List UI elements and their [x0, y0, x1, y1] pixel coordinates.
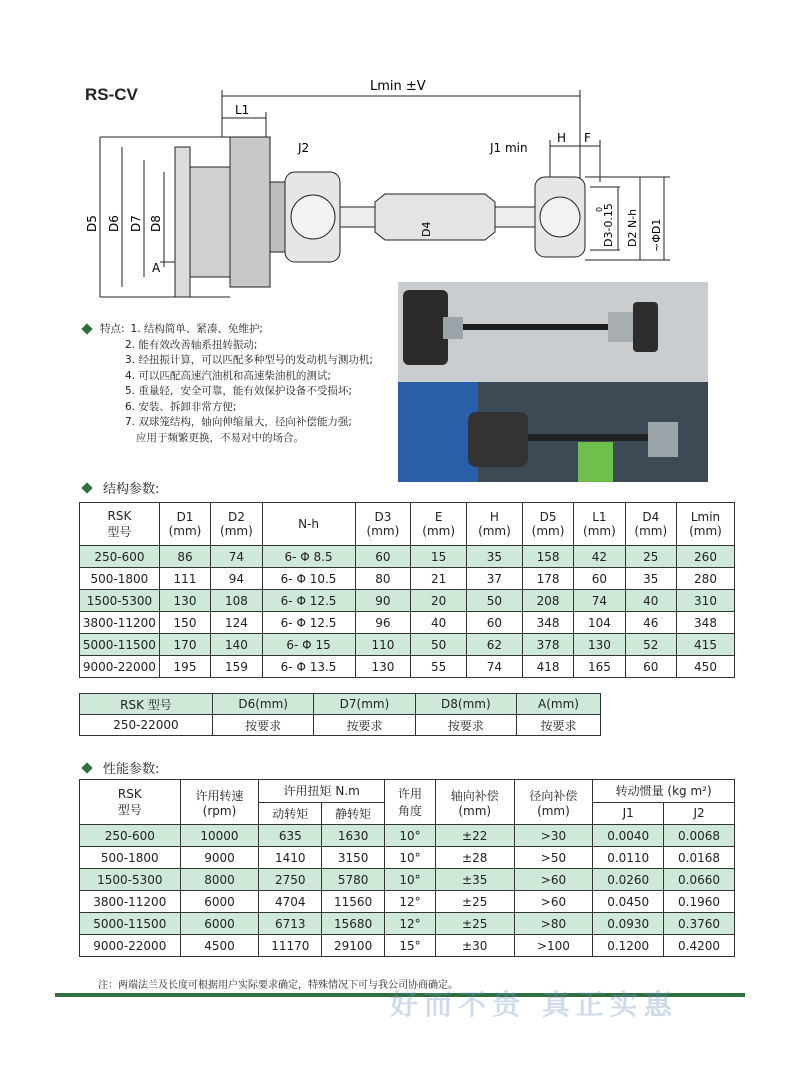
table-cell: 50 [411, 634, 467, 656]
table-cell: ±25 [435, 913, 514, 935]
table-header-row [80, 694, 601, 715]
d3-label: D3-0.15 [602, 203, 615, 247]
table-cell: 1500-5300 [80, 869, 181, 891]
top-band [0, 0, 800, 66]
table-cell: 29100 [322, 935, 385, 957]
table-row [80, 869, 735, 891]
table-cell: ±30 [435, 935, 514, 957]
header-text: (mm) [220, 524, 253, 538]
header-text: RSK [117, 786, 142, 801]
table-cell: 6- Φ 12.5 [262, 590, 355, 612]
table-cell: 250-600 [80, 825, 181, 847]
table-cell: 按要求 [212, 715, 313, 736]
table-cell: 4500 [180, 935, 259, 957]
header-text: 径向补偿 [529, 788, 578, 803]
table-cell: 450 [677, 656, 735, 678]
header-text: H [489, 510, 499, 524]
table-cell: 260 [677, 546, 735, 568]
table-cell: D6(mm) [212, 694, 313, 715]
table-cell: 11170 [259, 935, 322, 957]
feature-item: 应用于频繁更换，不易对中的场合。 [136, 431, 304, 444]
table-cell: 0.0040 [593, 825, 664, 847]
header-radial [514, 780, 593, 825]
table-cell: 250-600 [80, 546, 160, 568]
header-torque: 许用扭矩 N.m [259, 780, 385, 803]
table-cell: 按要求 [314, 715, 415, 736]
table-cell: 60 [467, 612, 523, 634]
table-row [80, 935, 735, 957]
structure-title: 结构参数: [103, 482, 160, 497]
table-cell: D7(mm) [314, 694, 415, 715]
table-cell: 12° [385, 891, 436, 913]
table-cell: 0.0260 [593, 869, 664, 891]
header-text: (mm) [366, 524, 400, 538]
table-cell: 165 [574, 656, 625, 678]
table-cell: 1410 [259, 847, 322, 869]
table-row [80, 891, 735, 913]
performance-table [79, 779, 735, 957]
header-text: D3 [374, 510, 392, 524]
header-text: Lmin [690, 510, 721, 524]
header-j1: J1 [593, 802, 664, 825]
table-cell: 195 [159, 656, 210, 678]
d6-label: D6 [107, 215, 121, 232]
table-row [80, 656, 735, 678]
table-header-row [80, 780, 735, 803]
l1-label: L1 [235, 103, 250, 117]
table-cell: 378 [522, 634, 573, 656]
table-cell: 6- Φ 15 [262, 634, 355, 656]
watermark-text: 好而不贵 真正实惠 [390, 988, 678, 1021]
header-d2 [211, 503, 262, 546]
header-text: (mm) [531, 524, 565, 538]
header-text: D1 [176, 510, 194, 524]
header-text: L1 [592, 510, 607, 524]
performance-title: 性能参数: [103, 762, 160, 777]
header-l1 [574, 503, 625, 546]
header-text: (mm) [634, 524, 668, 538]
table-cell: 50 [467, 590, 523, 612]
table-cell: 6- Φ 13.5 [262, 656, 355, 678]
header-text: (mm) [537, 803, 570, 818]
table-cell: 130 [574, 634, 625, 656]
table-cell: 104 [574, 612, 625, 634]
header-speed [180, 780, 259, 825]
table-cell: 111 [159, 568, 210, 590]
table-cell: 2750 [259, 869, 322, 891]
table-row [80, 568, 735, 590]
header-dyn: 动转矩 [259, 802, 322, 825]
table-cell: 0.1200 [593, 935, 664, 957]
table-cell: 5000-11500 [80, 634, 160, 656]
header-static: 静转矩 [322, 802, 385, 825]
j2-label: J2 [298, 141, 310, 155]
table-cell: 418 [522, 656, 573, 678]
table-row [80, 634, 735, 656]
lmin-label: Lmin ±V [370, 79, 426, 94]
header-text: (mm) [478, 524, 511, 538]
table-header-row [80, 503, 735, 546]
table-cell: 6- Φ 8.5 [262, 546, 355, 568]
table-cell: 108 [211, 590, 262, 612]
table-cell: 6000 [180, 891, 259, 913]
table-cell: 0.0660 [664, 869, 735, 891]
header-text: D2 [227, 510, 245, 524]
table-cell: RSK 型号 [80, 694, 213, 715]
table-cell: 1630 [322, 825, 385, 847]
table-cell: 46 [625, 612, 676, 634]
table-cell: 60 [355, 546, 411, 568]
header-d3 [355, 503, 411, 546]
table-cell: 0.0110 [593, 847, 664, 869]
d4-label: D4 [420, 221, 433, 237]
header-rsk [80, 780, 181, 825]
table-cell: 60 [625, 656, 676, 678]
bullet-icon [81, 762, 92, 773]
table-cell: 40 [411, 612, 467, 634]
features-list [80, 322, 400, 446]
a-label: A [152, 261, 161, 275]
table-cell: 96 [355, 612, 411, 634]
table-cell: 10° [385, 869, 436, 891]
structure-table-2 [79, 693, 601, 736]
feature-item: 5. 重量轻，安全可靠，能有效保护设备不受损坏; [125, 385, 352, 397]
table-cell: 40 [625, 590, 676, 612]
table-cell: 500-1800 [80, 568, 160, 590]
table-cell: 4704 [259, 891, 322, 913]
table-cell: 20 [411, 590, 467, 612]
header-text: 型号 [107, 524, 132, 539]
table-row [80, 913, 735, 935]
table-cell: 10000 [180, 825, 259, 847]
product-photo [398, 282, 708, 482]
table-cell: >50 [514, 847, 593, 869]
d2-nh-label: D2 N-h [626, 208, 639, 247]
header-text: (rpm) [202, 803, 237, 818]
table-cell: 310 [677, 590, 735, 612]
d8-label: D8 [149, 215, 163, 232]
table-cell: 178 [522, 568, 573, 590]
header-inertia: 转动惯量 (kg m²) [593, 780, 735, 803]
table-cell: ±28 [435, 847, 514, 869]
d1-label: ~ΦD1 [650, 218, 663, 252]
table-cell: 按要求 [517, 715, 601, 736]
header-e [411, 503, 467, 546]
feature-item: 6. 安装、拆卸非常方便; [125, 400, 237, 413]
features-heading-row [80, 322, 400, 338]
f-label: F [584, 131, 591, 145]
header-nh [262, 503, 355, 546]
table-cell: 140 [211, 634, 262, 656]
structure-section-title [80, 478, 159, 497]
feature-item: 1. 结构简单、紧凑、免维护; [130, 323, 263, 335]
table-cell: 280 [677, 568, 735, 590]
table-cell: 86 [159, 546, 210, 568]
table-cell: 74 [467, 656, 523, 678]
table-cell: 35 [625, 568, 676, 590]
bullet-icon [81, 323, 92, 334]
header-text: D4 [642, 510, 660, 524]
table-cell: 170 [159, 634, 210, 656]
header-text: (mm) [168, 524, 202, 538]
d3-tolerance-label: 0 [595, 206, 604, 212]
table-cell: 0.0450 [593, 891, 664, 913]
header-text: 角度 [397, 804, 422, 818]
feature-item: 7. 双球笼结构，轴向伸缩量大，径向补偿能力强; [125, 416, 352, 428]
table-cell: 5780 [322, 869, 385, 891]
table-cell: 15 [411, 546, 467, 568]
table-cell: 3150 [322, 847, 385, 869]
table-cell: 按要求 [415, 715, 516, 736]
header-text: 许用 [397, 787, 422, 801]
table-cell: 8000 [180, 869, 259, 891]
header-text: 型号 [117, 802, 142, 817]
table-cell: 90 [355, 590, 411, 612]
table-cell: ±22 [435, 825, 514, 847]
technical-drawing [80, 72, 720, 317]
table-cell: 10° [385, 825, 436, 847]
structure-table [79, 502, 735, 678]
table-cell: 9000-22000 [80, 935, 181, 957]
table-cell: 55 [411, 656, 467, 678]
table-row [80, 847, 735, 869]
table-row [80, 590, 735, 612]
header-h [467, 503, 523, 546]
table-row [80, 715, 601, 736]
table-cell: 3800-11200 [80, 612, 160, 634]
header-lmin [677, 503, 735, 546]
table-cell: ±25 [435, 891, 514, 913]
table-cell: 130 [159, 590, 210, 612]
table-cell: >30 [514, 825, 593, 847]
table-cell: 158 [522, 546, 573, 568]
header-d4 [625, 503, 676, 546]
header-text: (mm) [583, 524, 616, 538]
feature-item: 2. 能有效改善轴系扭转振动; [125, 338, 258, 351]
header-j2: J2 [664, 802, 735, 825]
table-cell: ±35 [435, 869, 514, 891]
table-cell: 74 [211, 546, 262, 568]
performance-section-title [80, 758, 159, 777]
table-cell: 94 [211, 568, 262, 590]
table-cell: 9000-22000 [80, 656, 160, 678]
header-text: 轴向补偿 [450, 788, 499, 803]
table-cell: >80 [514, 913, 593, 935]
table-cell: 37 [467, 568, 523, 590]
table-cell: 6000 [180, 913, 259, 935]
table-cell: 15° [385, 935, 436, 957]
header-text: (mm) [422, 524, 456, 538]
d7-label: D7 [129, 215, 143, 232]
table-cell: 500-1800 [80, 847, 181, 869]
table-cell: 0.4200 [664, 935, 735, 957]
table-cell: 10° [385, 847, 436, 869]
table-cell: >100 [514, 935, 593, 957]
table-cell: 52 [625, 634, 676, 656]
table-cell: 62 [467, 634, 523, 656]
feature-item: 4. 可以匹配高速汽油机和高速柴油机的测试; [125, 369, 331, 382]
table-cell: 74 [574, 590, 625, 612]
table-cell: 35 [467, 546, 523, 568]
table-cell: 15680 [322, 913, 385, 935]
table-cell: 60 [574, 568, 625, 590]
model-code: RS-CV [85, 85, 138, 104]
table-cell: 250-22000 [80, 715, 213, 736]
table-cell: 21 [411, 568, 467, 590]
table-cell: 635 [259, 825, 322, 847]
header-text: D5 [539, 510, 557, 524]
table-cell: 0.0930 [593, 913, 664, 935]
table-cell: 208 [522, 590, 573, 612]
header-rsk [80, 503, 160, 546]
table-cell: 348 [677, 612, 735, 634]
table-cell: >60 [514, 891, 593, 913]
table-cell: 110 [355, 634, 411, 656]
table-cell: 80 [355, 568, 411, 590]
table-cell: 0.3760 [664, 913, 735, 935]
table-cell: 0.0068 [664, 825, 735, 847]
header-text: 许用转速 [195, 788, 244, 803]
table-cell: 12° [385, 913, 436, 935]
header-d1 [159, 503, 210, 546]
table-cell: 25 [625, 546, 676, 568]
j1-min-label: J1 min [490, 141, 528, 155]
table-row [80, 546, 735, 568]
table-cell: 124 [211, 612, 262, 634]
table-cell: 159 [211, 656, 262, 678]
header-angle [385, 780, 436, 825]
table-cell: D8(mm) [415, 694, 516, 715]
table-row [80, 612, 735, 634]
header-d5 [522, 503, 573, 546]
table-cell: 5000-11500 [80, 913, 181, 935]
table-cell: 0.0168 [664, 847, 735, 869]
d5-label: D5 [85, 215, 99, 232]
header-axial [435, 780, 514, 825]
table-row [80, 825, 735, 847]
footnote: 注：两端法兰及长度可根据用户实际要求确定，特殊情况下可与我公司协商确定。 [98, 980, 458, 991]
header-text: (mm) [458, 803, 492, 818]
features-heading: 特点: [100, 323, 125, 335]
table-cell: 6- Φ 12.5 [262, 612, 355, 634]
table-cell: 0.1960 [664, 891, 735, 913]
table-cell: 11560 [322, 891, 385, 913]
h-label: H [557, 131, 567, 145]
header-text: E [434, 510, 443, 524]
table-cell: 9000 [180, 847, 259, 869]
table-cell: >60 [514, 869, 593, 891]
table-cell: 42 [574, 546, 625, 568]
header-text: N-h [298, 517, 320, 531]
table-cell: 150 [159, 612, 210, 634]
table-cell: 1500-5300 [80, 590, 160, 612]
header-text: (mm) [689, 524, 722, 538]
table-cell: 6713 [259, 913, 322, 935]
header-text: RSK [107, 508, 132, 523]
table-cell: 3800-11200 [80, 891, 181, 913]
table-cell: A(mm) [517, 694, 601, 715]
table-cell: 348 [522, 612, 573, 634]
feature-item: 3. 经扭振计算，可以匹配多种型号的发动机与测功机; [125, 354, 373, 366]
bullet-icon [81, 482, 92, 493]
table-cell: 130 [355, 656, 411, 678]
table-cell: 415 [677, 634, 735, 656]
table-cell: 6- Φ 10.5 [262, 568, 355, 590]
